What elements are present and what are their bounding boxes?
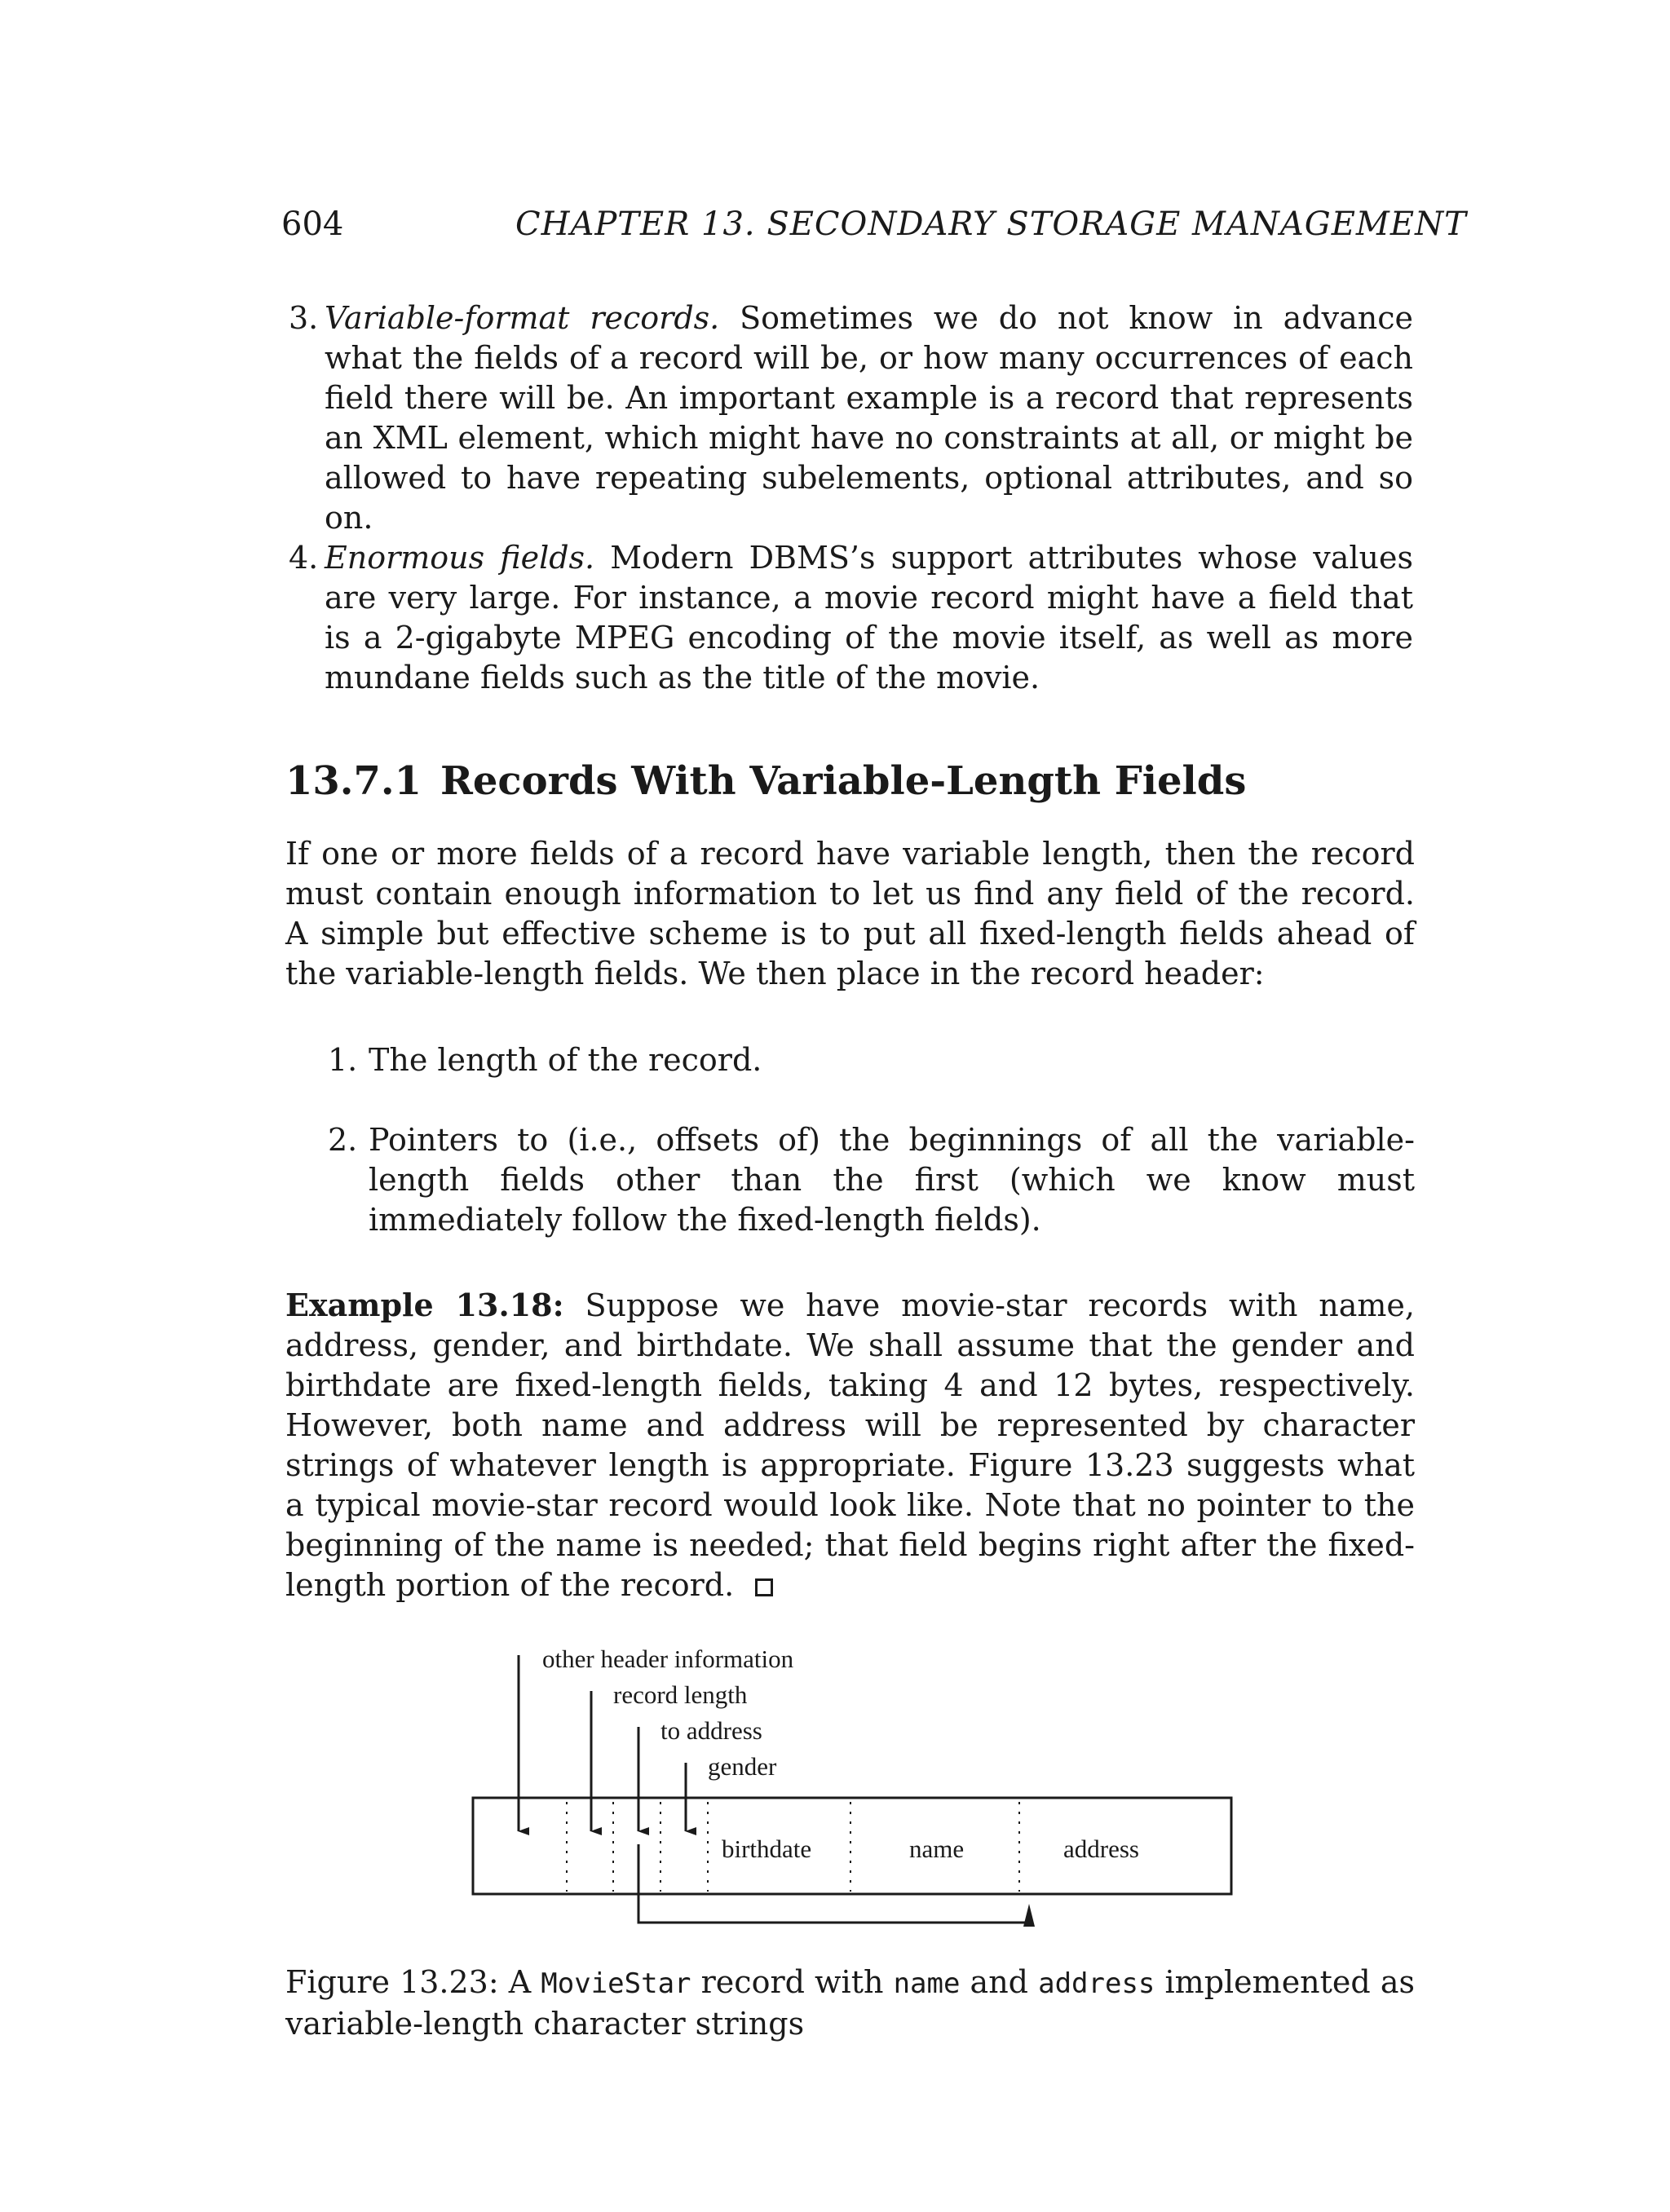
list-item-label: Enormous fields. [325,540,595,576]
list-item-text: The length of the record. [369,1042,762,1078]
section-number: 13.7.1 [285,758,422,804]
field-birthdate: birthdate [722,1835,812,1863]
address-pointer-line [638,1844,1029,1923]
list-item-enormous-fields [289,538,1413,698]
list-item-variable-format [289,298,1414,538]
page-number: 604 [281,205,344,243]
field-address: address [1063,1835,1139,1863]
list-item-record-length [328,1040,1415,1080]
caption-text: record with [691,1964,894,2000]
section-title: Records With Variable-Length Fields [440,758,1247,804]
label-to-address: to address [660,1716,762,1745]
list-item-text: Sometimes we do not know in advance what the fields of a record will be, or how many occurrences of each field there will be. An important example is a record that represents an XML element, which might have no constraints at all, or might be allowed to have repeating subelements, optional attributes, and so on. [325,300,1414,536]
list-item-label: Variable-format records. [325,300,720,336]
label-other-header: other header information [542,1645,794,1673]
section-heading [285,758,1246,804]
label-gender: gender [708,1752,777,1781]
list-item-number: 2. [328,1122,358,1158]
caption-code: MovieStar [541,1967,691,2000]
address-pointer-arrowhead [1023,1904,1035,1927]
caption-text: and [960,1964,1039,2000]
list-item-text: Pointers to (i.e., offsets of) the beginnings of all the variable-length fields other than the first (which we know must immediately follow the fixed-length fields). [369,1122,1415,1238]
example-text: Suppose we have movie-star records with name, address, gender, and birthdate. We shall assume that the gender and birthdate are fixed-length fields, taking 4 and 12 bytes, respectively. However, both name and address will be represented by character strings of whatever length is appropriate. Figure 13.23 suggests what a typical movie-star record would look like. Note that no pointer to the beginning of the name is needed; that field begins right after the fixed-length portion of the record. [285,1287,1415,1603]
example-paragraph [285,1285,1415,1605]
running-title: CHAPTER 13. SECONDARY STORAGE MANAGEMENT [515,205,1467,243]
intro-paragraph: If one or more fields of a record have variable length, then the record must contain enough information to let us find any field of the record. A simple but effective scheme is to put all fixed-length fields ahead of the variable-length fields. We then place in the record header: [285,836,1415,991]
figure-caption [285,1963,1415,2044]
caption-code: name [893,1967,961,2000]
example-label: Example 13.18: [285,1287,564,1323]
end-of-proof-icon [755,1578,773,1596]
list-item-text: Modern DBMS’s support attributes whose values are very large. For instance, a movie record might have a field that is a 2-gigabyte MPEG encoding of the movie itself, as well as more mundane fields such as the title of the movie. [325,540,1413,695]
list-item-number: 4. [289,540,319,576]
caption-text: Figure 13.23: A [285,1964,541,2000]
field-name: name [909,1835,965,1863]
record-box [473,1798,1231,1894]
list-item-number: 3. [289,300,319,336]
label-record-length: record length [613,1680,748,1709]
list-item-number: 1. [328,1042,358,1078]
caption-text: implemented as variable-length character strings [285,1964,1415,2042]
list-item-pointers [328,1120,1415,1240]
caption-code: address [1038,1967,1155,2000]
